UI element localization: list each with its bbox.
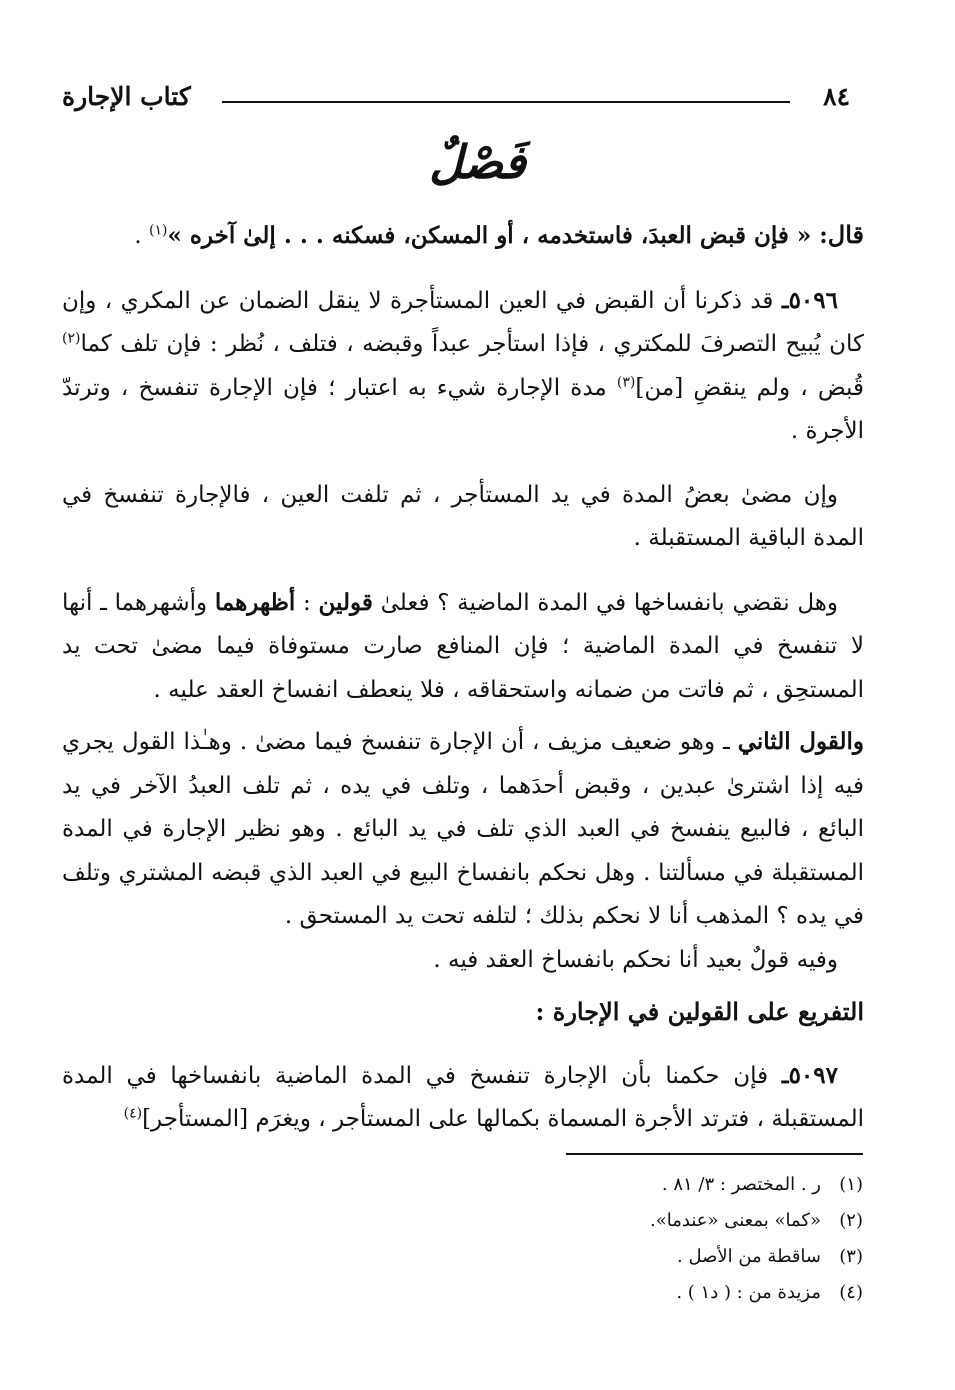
quote-end: .: [134, 223, 142, 249]
page-number: ٨٤: [823, 82, 850, 111]
paragraph-5097: [62, 1054, 864, 1142]
quote-prefix: قال: [827, 220, 864, 249]
footnote-item: [303, 1239, 863, 1275]
paragraph-second-view: [62, 720, 864, 939]
paragraph-text: فإن حكمنا بأن الإجارة تنفسخ في المدة الماضية بانفساخها في المدة المستقبلة ، فترتد الأجرة المسماة بكمالها على المستأجر ، ويغرَم [المستأجر]: [62, 1062, 864, 1132]
footnotes: [303, 1167, 863, 1311]
footnote-number: (١): [839, 1174, 863, 1195]
footnote-number: (٣): [839, 1246, 863, 1267]
paragraph-5096: [62, 279, 864, 454]
paragraph-distant-view: وفيه قولٌ بعيد أنا نحكم بانفساخ العقد فيه .: [433, 946, 838, 973]
footnote-ref-1: (١): [149, 222, 168, 239]
paragraph-text: مدة الإجارة شيء به اعتبار ؛ فإن الإجارة تنفسخ ، وترتدّ الأجرة .: [62, 374, 864, 444]
main-text: [62, 213, 864, 1142]
paragraph-past-period: [62, 581, 864, 713]
footnote-text: ساقطة من الأصل .: [677, 1246, 821, 1267]
footnote-item: [303, 1203, 863, 1239]
most-apparent-term: أظهرهما: [214, 588, 296, 616]
footnote-item: [303, 1275, 863, 1311]
footnote-ref-2: (٢): [62, 330, 81, 347]
footnote-text: ر . المختصر : ٣/ ٨١ .: [661, 1174, 821, 1195]
footnote-number: (٤): [839, 1282, 863, 1303]
two-views-term: قولين: [318, 588, 373, 616]
second-view-label: والقول الثاني: [737, 728, 864, 755]
paragraph-text: وهل نقضي بانفساخها في المدة الماضية ؟ فعلىٰ: [372, 589, 838, 616]
footnote-item: [303, 1167, 863, 1203]
paragraph-text: ـ وهو ضعيف مزيف ، أن الإجارة تنفسخ فيما مضىٰ . وهـٰذا القول يجري فيه إذا اشترىٰ عبدين ، وقبض أحدَهما ، وتلف في يده ، ثم تلف العبدُ الآخر في يد البائع ، فالبيع ينفسخ في العبد الذي تلف في يد البائع . وهو نظير الإجارة في المدة المستقبلة في مسألتنا . وهل نحكم بانفساخ البيع في العبد الذي قبضه المشتري وتلف في يده ؟ المذهب أنا لا نحكم بذلك ؛ لتلفه تحت يد المستحق .: [62, 729, 864, 929]
section-heading: فَصْلٌ: [429, 135, 526, 189]
footnote-ref-4: (٤): [123, 1105, 143, 1122]
quote-line: [62, 213, 864, 259]
subheading: التفريع على القولين في الإجارة :: [535, 997, 864, 1026]
footnote-number: (٢): [839, 1210, 863, 1231]
paragraph-text: :: [295, 589, 319, 616]
footnote-ref-3: (٣): [616, 373, 636, 390]
paragraph-number: ٥٠٩٦ـ: [781, 286, 838, 314]
footnote-separator: [566, 1153, 863, 1155]
paragraph-number: ٥٠٩٧ـ: [781, 1061, 838, 1089]
footnote-text: مزيدة من : ( د١ ) .: [676, 1282, 821, 1303]
paragraph-text: قُبض ، ولم ينقضِ [من]: [635, 374, 864, 401]
footnote-text: «كما» بمعنى «عندما».: [650, 1210, 821, 1231]
page-header: [62, 82, 850, 116]
paragraph-text: قد ذكرنا أن القبض في العين المستأجرة لا ينقل الضمان عن المكري ، وإن كان يُبيح التصرفَ للمكتري ، فإذا استأجر عبداً وقبضه ، فتلف ، نُظر : فإن تلف كما: [62, 287, 864, 357]
running-title: كتاب الإجارة: [62, 82, 191, 111]
paragraph-remaining-period: وإن مضىٰ بعضُ المدة في يد المستأجر ، ثم تلفت العين ، فالإجارة تنفسخ في المدة الباقية المستقبلة .: [62, 481, 864, 551]
quote-text: : « فإن قبض العبدَ، فاستخدمه ، أو المسكن، فسكنه . . . إلىٰ آخره »: [167, 222, 828, 249]
paragraph-text: وأشهرهما ـ أنها لا تنفسخ في المدة الماضية ؛ فإن المنافع صارت مستوفاة فيما مضىٰ تحت يد المستحِق ، ثم فاتت من ضمانه واستحقاقه ، فلا ينعطف انفساخ العقد عليه .: [62, 589, 864, 703]
header-rule: [222, 101, 790, 103]
